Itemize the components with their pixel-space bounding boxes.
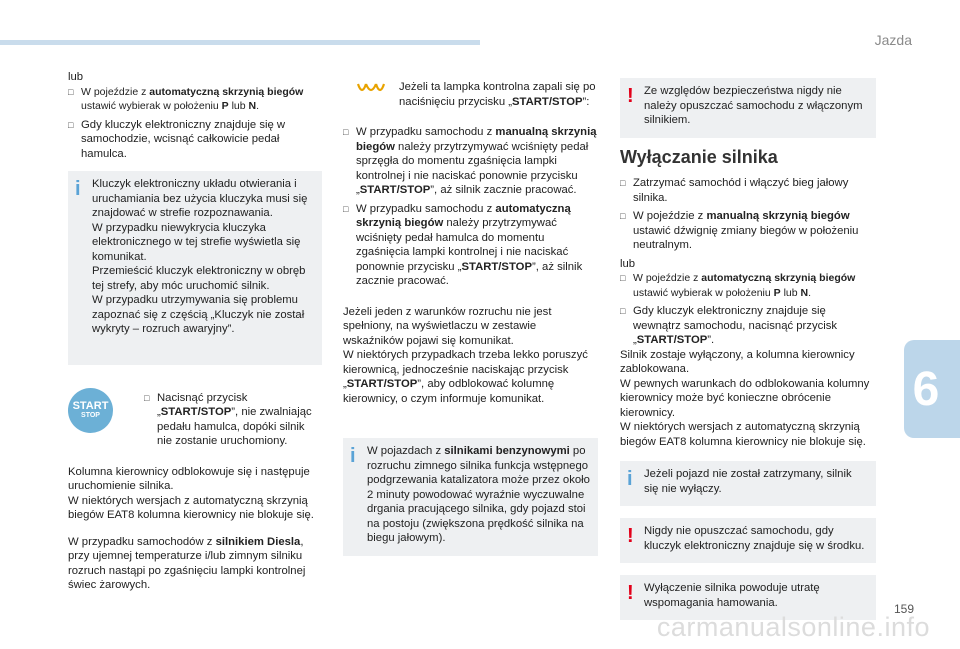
top-accent-bar [0, 40, 480, 45]
info-box: i W pojazdach z silnikami benzynowymi po rozruchu zimnego silnika funkcja wstępnego podgrzewania katalizatora może przez około 2 minuty powodować wyraźnie wyczuwalne drgania pracującego silnika, gdy pojazd stoi na postoju (zwiększona prędkość silnika na biegu jałowym). [343, 438, 598, 556]
column-2 [343, 80, 598, 568]
info-box: i Kluczyk elektroniczny układu otwierania i uruchamiania bez użycia kluczyka musi się znajdować w strefie rozpoznawania. W przypadku niewykrycia kluczyka elektronicznego w tej strefie wyświetla się komunikat. Przemieścić kluczyk elektroniczny w obręb tej strefy, aby móc uruchomić silnik. W przypadku utrzymywania się problemu zapoznać się z częścią „Kluczyk nie został wykryty – rozruch awaryjny”. [68, 171, 322, 365]
watermark: carmanualsonline.info [656, 612, 930, 642]
lamp-paragraph: Jeżeli ta lampka kontrolna zapali się po naciśnięciu przycisku „START/STOP”: [399, 81, 596, 108]
list-item: □ W przypadku samochodu z automatyczną skrzynią biegów należy przytrzymywać wciśnięty pedał hamulca do momentu zgaśnięcia lampki kontrolnej i nie naciskać ponownie przycisku „START/STOP”, aż silnik zacznie pracować. [343, 202, 598, 289]
info-icon: i [627, 468, 633, 490]
chapter-number: 6 [912, 362, 940, 416]
list-item: □ Gdy kluczyk elektroniczny znajduje się wewnątrz samochodu, nacisnąć przycisk „START/STOP”. [620, 304, 876, 348]
page-header-title: Jazda [874, 32, 912, 48]
info-box: i Jeżeli pojazd nie został zatrzymany, silnik się nie wyłączy. [620, 461, 876, 506]
paragraph: Jeżeli jeden z warunków rozruchu nie jest spełniony, na wyświetlaczu w zestawie wskaźników pojawi się komunikat. W niektórych przypadkach trzeba lekko poruszyć kierownicą, jednocześnie naciskając przycisk „START/STOP”, aby odblokować kolumnę kierownicy, o czym informuje komunikat. [343, 305, 588, 405]
list-item: □ Nacisnąć przycisk „START/STOP”, nie zwalniając pedału hamulca, dopóki silnik nie zostanie uruchomiony. [144, 391, 322, 449]
warning-icon: ! [627, 525, 634, 547]
warning-icon: ! [627, 582, 634, 604]
column-1 [68, 70, 322, 605]
lub-text: lub [68, 71, 84, 83]
list-item: □ Gdy kluczyk elektroniczny znajduje się w samochodzie, wcisnąć całkowicie pedał hamulca. [68, 118, 322, 162]
warning-box: ! Wyłączenie silnika powoduje utratę wspomagania hamowania. [620, 575, 876, 620]
info-icon: i [350, 445, 356, 467]
section-heading: Wyłączanie silnika [620, 146, 778, 167]
list-item: □ Zatrzymać samochód i włączyć bieg jałowy silnika. [620, 176, 876, 205]
list-item: □ W przypadku samochodu z manualną skrzynią biegów należy przytrzymywać wciśnięty pedał sprzęgła do momentu zgaśnięcia lampki kontrolnej i nie naciskać ponownie przycisku „START/STOP”, aż silnik zacznie pracować. [343, 125, 598, 198]
warning-box: ! Nigdy nie opuszczać samochodu, gdy kluczyk elektroniczny znajduje się w środku. [620, 518, 876, 563]
paragraph: Kolumna kierownicy odblokowuje się i następuje uruchomienie silnika. W niektórych wersjach z automatyczną skrzynią biegów EAT8 kolumna kierownicy nie blokuje się. [68, 465, 314, 521]
start-stop-button-icon: START STOP [68, 388, 113, 433]
warning-box: ! Ze względów bezpieczeństwa nigdy nie należy opuszczać samochodu z włączonym silnikiem. [620, 78, 876, 138]
lub-text: lub [620, 257, 636, 270]
column-3 [620, 78, 876, 632]
info-icon: i [75, 178, 81, 200]
paragraph: Silnik zostaje wyłączony, a kolumna kierownicy zablokowana. W pewnych warunkach do odblokowania kolumny kierownicy może być konieczne obrócenie kierownicy. W niektórych wersjach z automatyczną skrzynią biegów EAT8 kolumna kierownicy nie blokuje się. [620, 348, 870, 448]
list-item: □ W pojeździe z manualną skrzynią biegów ustawić dźwignię zmiany biegów w położeniu neutralnym. [620, 209, 876, 253]
page-number: 159 [894, 602, 915, 616]
paragraph: W przypadku samochodów z silnikiem Diesla, przy ujemnej temperaturze i/lub zimnym silniku rozruch nastąpi po zgaśnięciu lampki kontrolnej świec żarowych. [68, 535, 306, 591]
warning-icon: ! [627, 85, 634, 107]
list-item: □ W pojeździe z automatyczną skrzynią biegów ustawić wybierak w położeniu P lub N. [620, 271, 876, 300]
list-item: □ W pojeździe z automatyczną skrzynią biegów ustawić wybierak w położeniu P lub N. [68, 85, 322, 114]
